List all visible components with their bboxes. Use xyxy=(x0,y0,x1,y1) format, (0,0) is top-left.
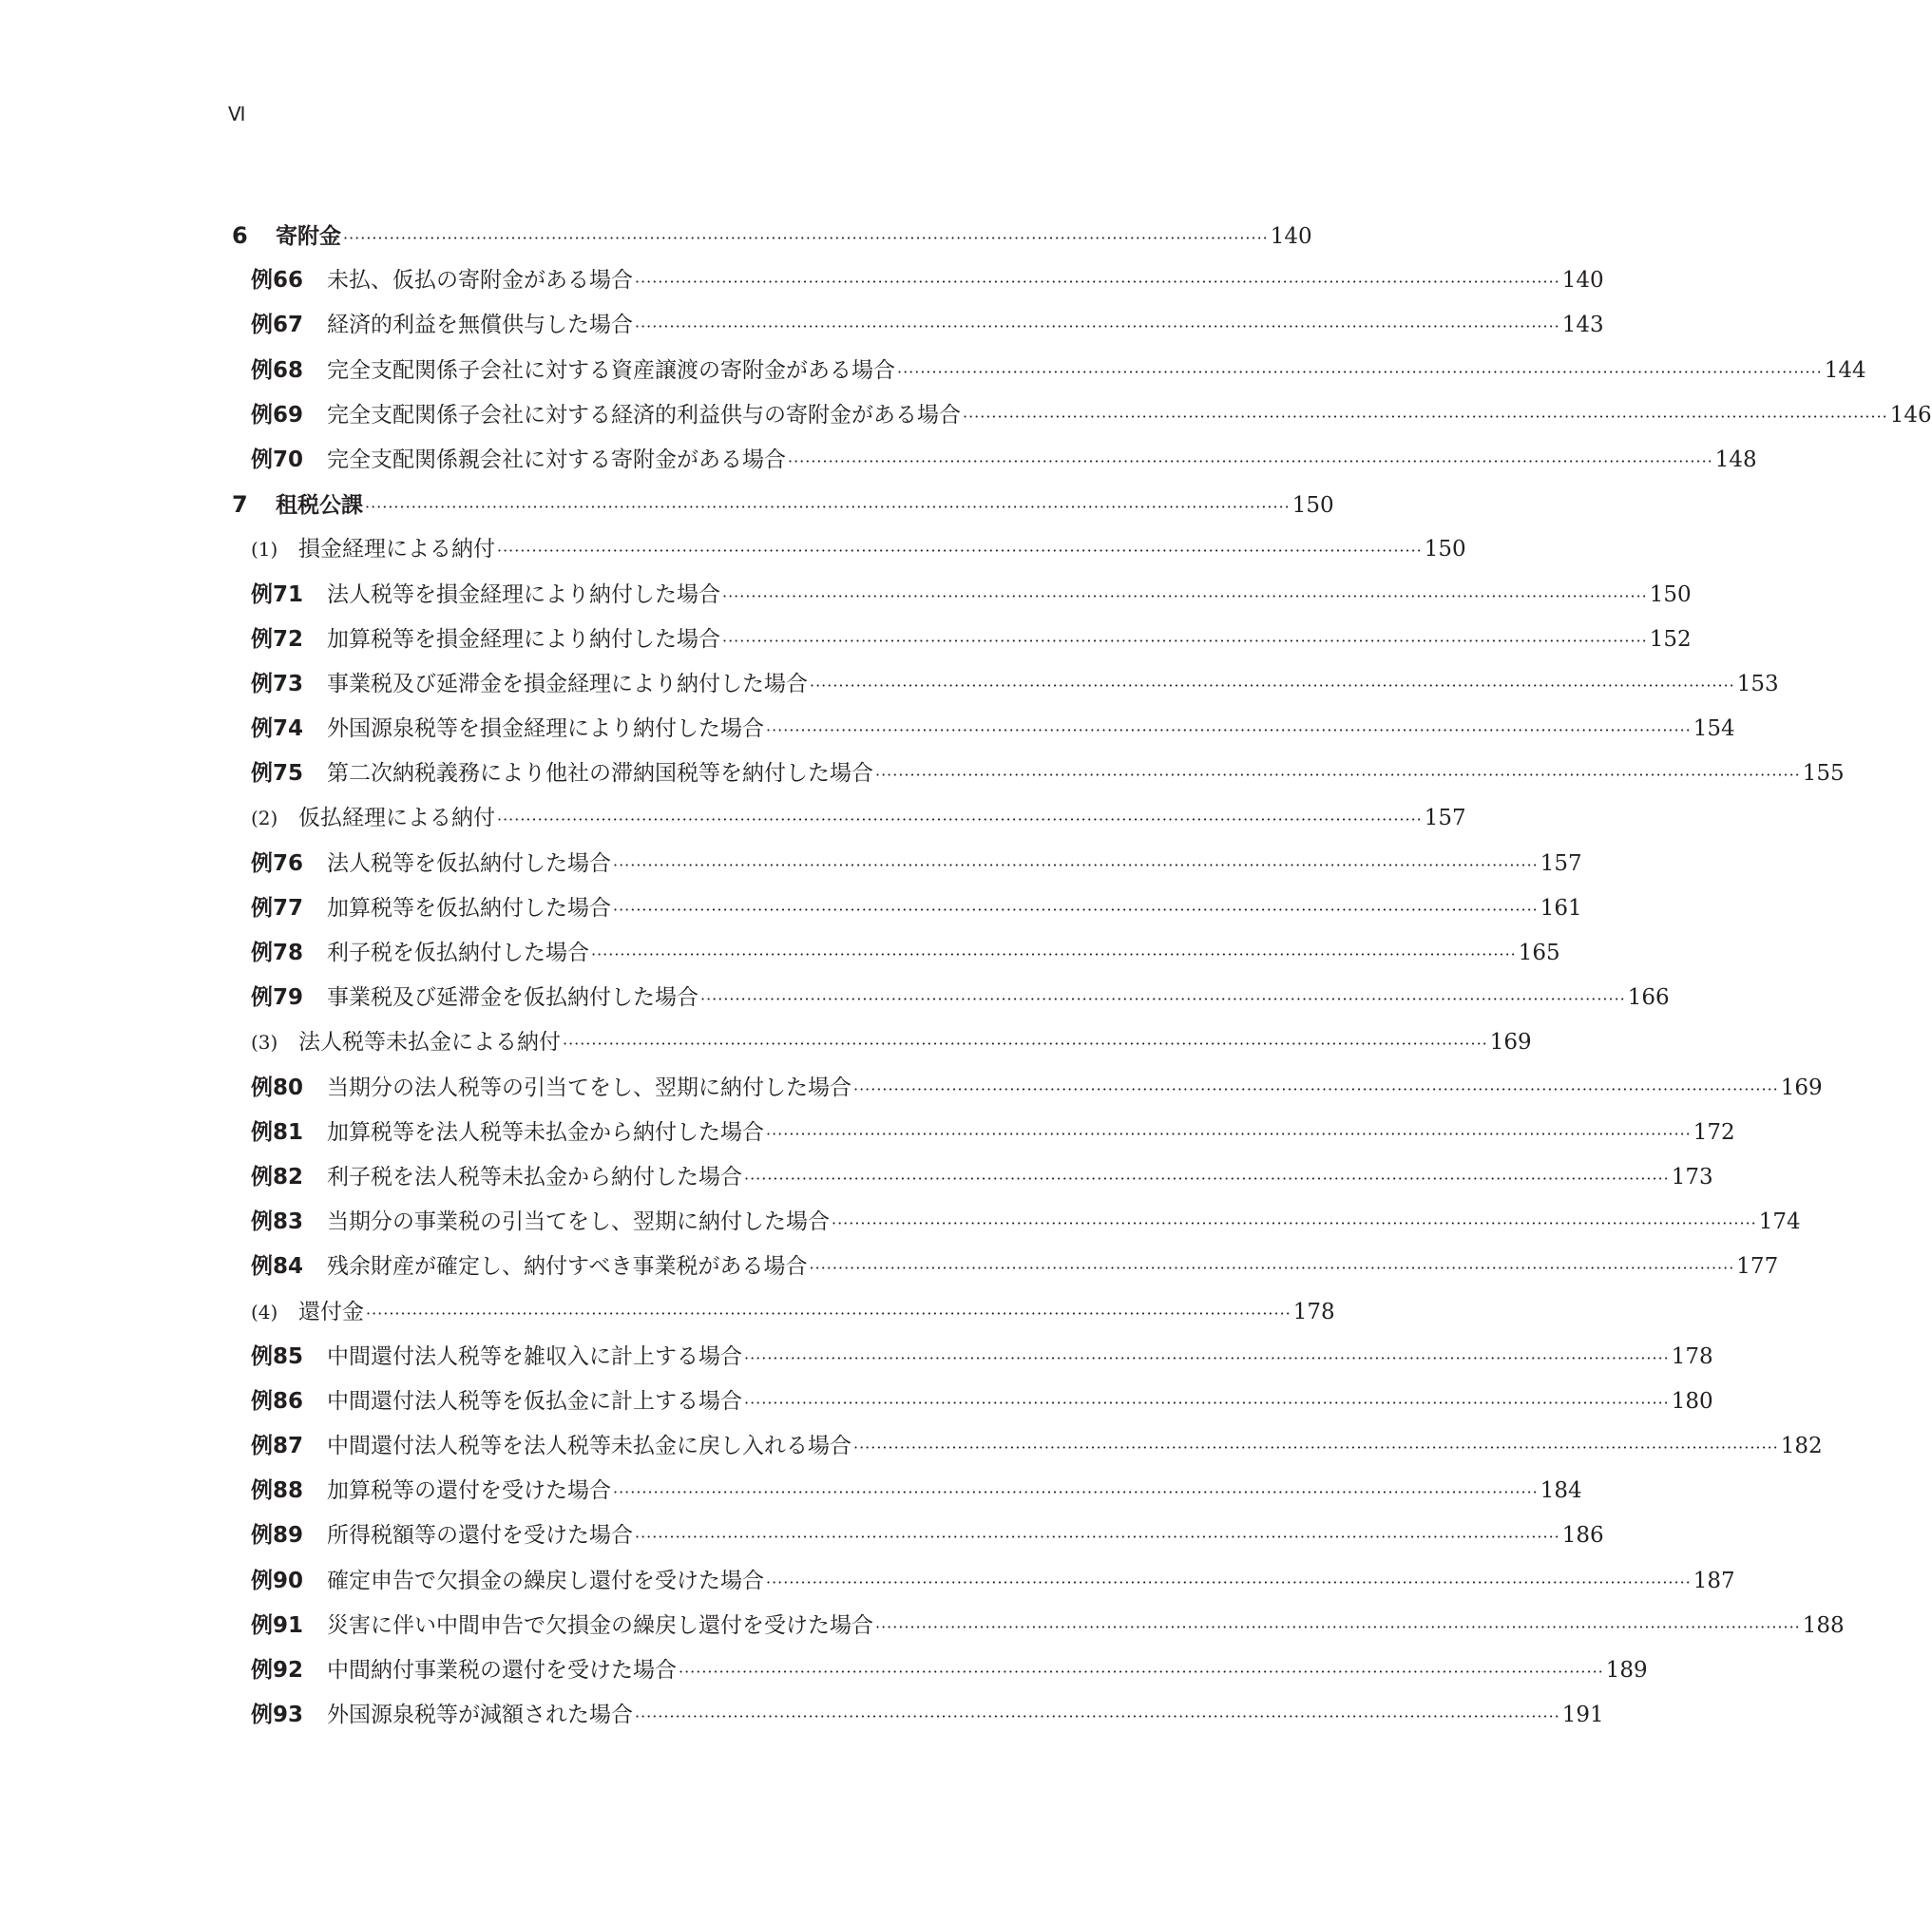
toc-example[interactable] xyxy=(232,842,1582,886)
toc-example[interactable] xyxy=(232,662,1779,707)
toc-entry-title: 経済的利益を無償供与した場合 xyxy=(327,313,633,338)
toc-example[interactable] xyxy=(232,1111,1735,1155)
toc-page-number: 140 xyxy=(1270,224,1312,249)
toc-page-number: 150 xyxy=(1424,537,1466,562)
toc-entry-number: (2) xyxy=(251,807,278,830)
dot-leader: ································································································································································ xyxy=(613,900,1539,919)
toc-entry-number: 例67 xyxy=(251,313,304,338)
toc-entry-number: 例79 xyxy=(251,985,304,1011)
toc-entry-number: 例66 xyxy=(251,268,304,294)
dot-leader: ································································································································································ xyxy=(766,1124,1692,1143)
toc-page-number: 180 xyxy=(1671,1388,1713,1414)
toc-example[interactable] xyxy=(232,886,1582,931)
toc-entry-title: 当期分の法人税等の引当てをし、翌期に納付した場合 xyxy=(327,1075,851,1100)
dot-leader: ································································································································································ xyxy=(897,362,1823,381)
toc-entry-number: (1) xyxy=(251,538,278,562)
toc-page-number: 161 xyxy=(1540,895,1582,921)
toc-entry-title: 当期分の事業税の引当てをし、翌期に納付した場合 xyxy=(327,1209,830,1235)
toc-subsection[interactable] xyxy=(232,796,1466,841)
toc-entry-number: 例68 xyxy=(251,357,304,383)
toc-example[interactable] xyxy=(232,1066,1823,1111)
dot-leader: ································································································································································ xyxy=(875,1617,1801,1636)
toc-entry-title: 完全支配関係子会社に対する資産譲渡の寄附金がある場合 xyxy=(327,357,895,383)
dot-leader: ································································································································································ xyxy=(679,1663,1604,1681)
toc-example[interactable] xyxy=(232,931,1560,976)
toc-example[interactable] xyxy=(232,707,1735,752)
toc-entry-number: (3) xyxy=(251,1031,278,1055)
toc-entry-number: 例88 xyxy=(251,1478,304,1504)
toc-example[interactable] xyxy=(232,573,1692,618)
page-folio: Ⅵ xyxy=(228,103,247,125)
toc-page-number: 173 xyxy=(1671,1164,1713,1190)
toc-example[interactable] xyxy=(232,303,1604,348)
toc-entry-number: 例87 xyxy=(251,1434,304,1459)
dot-leader: ································································································································································ xyxy=(497,810,1423,829)
dot-leader: ································································································································································ xyxy=(591,945,1517,963)
toc-example[interactable] xyxy=(232,393,1932,438)
toc-page-number: 146 xyxy=(1889,402,1932,428)
toc-entry-number: 例93 xyxy=(251,1703,304,1728)
toc-page-number: 166 xyxy=(1627,985,1670,1011)
dot-leader: ································································································································································ xyxy=(343,229,1269,247)
toc-example[interactable] xyxy=(232,258,1604,303)
dot-leader: ································································································································································ xyxy=(853,1438,1779,1457)
toc-entry-number: 例70 xyxy=(251,447,304,472)
toc-entry-title: 未払、仮払の寄附金がある場合 xyxy=(327,268,633,294)
toc-entry-number: 例77 xyxy=(251,895,304,921)
toc-entry-number: (4) xyxy=(251,1300,278,1323)
dot-leader: ································································································································································ xyxy=(766,721,1692,740)
toc-example[interactable] xyxy=(232,349,1866,393)
toc-entry-title: 中間還付法人税等を法人税等未払金に戻し入れる場合 xyxy=(327,1434,851,1459)
dot-leader: ································································································································································ xyxy=(744,1348,1670,1367)
toc-entry-title: 法人税等を仮払納付した場合 xyxy=(327,850,611,876)
toc-entry-number: 例83 xyxy=(251,1209,304,1235)
toc-page-number: 186 xyxy=(1561,1523,1604,1549)
dot-leader: ································································································································································ xyxy=(635,273,1560,292)
toc-entry-number: 例78 xyxy=(251,941,304,965)
toc-entry-number: 例69 xyxy=(251,402,304,428)
toc-subsection[interactable] xyxy=(232,1020,1532,1065)
toc-entry-number: 7 xyxy=(232,491,248,519)
toc-entry-number: 例81 xyxy=(251,1119,304,1145)
dot-leader: ································································································································································ xyxy=(766,1572,1692,1591)
toc-example[interactable] xyxy=(232,1514,1604,1558)
toc-page-number: 150 xyxy=(1291,493,1334,519)
toc-page-number: 172 xyxy=(1693,1119,1735,1145)
toc-entry-title: 外国源泉税等を損金経理により納付した場合 xyxy=(327,716,764,742)
toc-entry-title: 加算税等を損金経理により納付した場合 xyxy=(327,626,720,652)
toc-page-number: 148 xyxy=(1714,447,1757,472)
toc-entry-title: 中間納付事業税の還付を受けた場合 xyxy=(327,1658,677,1683)
toc-entry-number: 例72 xyxy=(251,626,304,652)
toc-page-number: 178 xyxy=(1671,1343,1713,1369)
toc-entry-title: 中間還付法人税等を雑収入に計上する場合 xyxy=(327,1343,742,1369)
toc-entry-title: 災害に伴い中間申告で欠損金の繰戻し還付を受けた場合 xyxy=(327,1612,873,1638)
dot-leader: ································································································································································ xyxy=(722,631,1648,650)
toc-example[interactable] xyxy=(232,1648,1648,1693)
toc-example[interactable] xyxy=(232,1155,1713,1200)
toc-entry-title: 残余財産が確定し、納付すべき事業税がある場合 xyxy=(327,1254,808,1280)
toc-entry-title: 寄附金 xyxy=(276,224,341,249)
toc-page-number: 189 xyxy=(1605,1658,1648,1683)
toc-page-number: 150 xyxy=(1649,581,1692,607)
toc-subsection[interactable] xyxy=(232,1290,1335,1335)
dot-leader: ································································································································································ xyxy=(635,317,1560,336)
toc-entry-title: 確定申告で欠損金の繰戻し還付を受けた場合 xyxy=(327,1568,764,1593)
dot-leader: ································································································································································ xyxy=(875,766,1801,785)
dot-leader: ································································································································································ xyxy=(613,1483,1539,1502)
toc-example[interactable] xyxy=(232,976,1670,1020)
toc-example[interactable] xyxy=(232,1335,1713,1380)
toc-entry-number: 例92 xyxy=(251,1658,304,1683)
dot-leader: ································································································································································ xyxy=(563,1035,1488,1054)
toc-entry-number: 例84 xyxy=(251,1254,304,1280)
toc-page-number: 143 xyxy=(1561,313,1604,338)
toc-entry-title: 仮払経理による納付 xyxy=(298,806,495,831)
dot-leader: ································································································································································ xyxy=(722,586,1648,605)
toc-page-number: 191 xyxy=(1561,1703,1604,1728)
toc-example[interactable] xyxy=(232,1693,1604,1738)
toc-entry-title: 加算税等の還付を受けた場合 xyxy=(327,1478,611,1504)
toc-entry-title: 利子税を仮払納付した場合 xyxy=(327,941,589,965)
toc-page-number: 144 xyxy=(1824,357,1866,383)
toc-entry-number: 例90 xyxy=(251,1568,304,1593)
toc-page-number: 187 xyxy=(1693,1568,1735,1593)
toc-example[interactable] xyxy=(232,752,1845,796)
toc-entry-number: 例75 xyxy=(251,761,304,787)
toc-page-number: 155 xyxy=(1802,761,1845,787)
toc-entry-number: 例76 xyxy=(251,850,304,876)
toc-entry-title: 事業税及び延滞金を仮払納付した場合 xyxy=(327,985,698,1011)
toc-page-number: 140 xyxy=(1561,268,1604,294)
table-of-contents xyxy=(232,214,1932,1738)
dot-leader: ································································································································································ xyxy=(832,1214,1757,1233)
toc-entry-title: 中間還付法人税等を仮払金に計上する場合 xyxy=(327,1388,742,1414)
toc-example[interactable] xyxy=(232,1245,1779,1289)
toc-entry-title: 加算税等を仮払納付した場合 xyxy=(327,895,611,921)
toc-entry-number: 例74 xyxy=(251,716,304,742)
toc-page-number: 188 xyxy=(1802,1612,1845,1638)
toc-entry-number: 例91 xyxy=(251,1612,304,1638)
dot-leader: ································································································································································ xyxy=(700,990,1626,1009)
toc-example[interactable] xyxy=(232,1469,1582,1514)
dot-leader: ································································································································································ xyxy=(613,855,1539,874)
toc-entry-number: 例82 xyxy=(251,1164,304,1190)
dot-leader: ································································································································································ xyxy=(366,1304,1291,1323)
toc-entry-title: 完全支配関係親会社に対する寄附金がある場合 xyxy=(327,447,786,472)
toc-page-number: 169 xyxy=(1780,1075,1823,1100)
toc-entry-title: 外国源泉税等が減額された場合 xyxy=(327,1703,633,1728)
toc-section[interactable] xyxy=(232,214,1312,258)
toc-page-number: 157 xyxy=(1540,850,1582,876)
toc-entry-number: 例89 xyxy=(251,1523,304,1549)
dot-leader: ································································································································································ xyxy=(635,1528,1560,1547)
toc-page-number: 177 xyxy=(1736,1254,1779,1280)
toc-entry-number: 例73 xyxy=(251,671,304,696)
toc-page-number: 184 xyxy=(1540,1478,1582,1504)
toc-example[interactable] xyxy=(232,1200,1801,1245)
toc-page-number: 154 xyxy=(1693,716,1735,742)
toc-subsection[interactable] xyxy=(232,527,1466,572)
toc-entry-title: 損金経理による納付 xyxy=(298,537,495,562)
toc-page-number: 165 xyxy=(1518,941,1560,965)
toc-example[interactable] xyxy=(232,618,1692,662)
toc-example[interactable] xyxy=(232,438,1757,483)
toc-entry-title: 租税公課 xyxy=(276,493,363,519)
dot-leader: ································································································································································ xyxy=(497,542,1423,561)
toc-entry-title: 加算税等を法人税等未払金から納付した場合 xyxy=(327,1119,764,1145)
toc-page-number: 182 xyxy=(1780,1434,1823,1459)
toc-page-number: 178 xyxy=(1292,1299,1335,1324)
toc-page-number: 153 xyxy=(1736,671,1779,696)
toc-entry-title: 法人税等を損金経理により納付した場合 xyxy=(327,581,720,607)
toc-entry-number: 6 xyxy=(232,222,248,249)
toc-entry-title: 第二次納税義務により他社の滞納国税等を納付した場合 xyxy=(327,761,873,787)
dot-leader: ································································································································································ xyxy=(744,1393,1670,1412)
toc-page-number: 169 xyxy=(1489,1030,1532,1056)
toc-example[interactable] xyxy=(232,1559,1735,1604)
toc-entry-title: 所得税額等の還付を受けた場合 xyxy=(327,1523,633,1549)
toc-entry-title: 完全支配関係子会社に対する経済的利益供与の寄附金がある場合 xyxy=(327,402,961,428)
dot-leader: ································································································································································ xyxy=(365,498,1291,517)
toc-entry-title: 法人税等未払金による納付 xyxy=(298,1030,561,1056)
toc-entry-number: 例86 xyxy=(251,1388,304,1414)
dot-leader: ································································································································································ xyxy=(963,407,1888,426)
toc-entry-number: 例71 xyxy=(251,581,304,607)
toc-page-number: 157 xyxy=(1424,806,1466,831)
toc-entry-title: 利子税を法人税等未払金から納付した場合 xyxy=(327,1164,742,1190)
dot-leader: ································································································································································ xyxy=(788,451,1713,470)
toc-entry-title: 事業税及び延滞金を損金経理により納付した場合 xyxy=(327,671,808,696)
dot-leader: ································································································································································ xyxy=(853,1079,1779,1098)
dot-leader: ································································································································································ xyxy=(810,676,1735,695)
toc-page-number: 152 xyxy=(1649,626,1692,652)
toc-section[interactable] xyxy=(232,483,1334,527)
toc-entry-number: 例80 xyxy=(251,1075,304,1100)
dot-leader: ································································································································································ xyxy=(809,1259,1735,1278)
toc-example[interactable] xyxy=(232,1380,1713,1424)
toc-example[interactable] xyxy=(232,1604,1845,1648)
dot-leader: ································································································································································ xyxy=(744,1169,1670,1188)
toc-example[interactable] xyxy=(232,1424,1823,1469)
toc-page-number: 174 xyxy=(1758,1209,1801,1235)
toc-entry-title: 還付金 xyxy=(298,1299,364,1324)
dot-leader: ································································································································································ xyxy=(635,1707,1560,1726)
toc-entry-number: 例85 xyxy=(251,1343,304,1369)
